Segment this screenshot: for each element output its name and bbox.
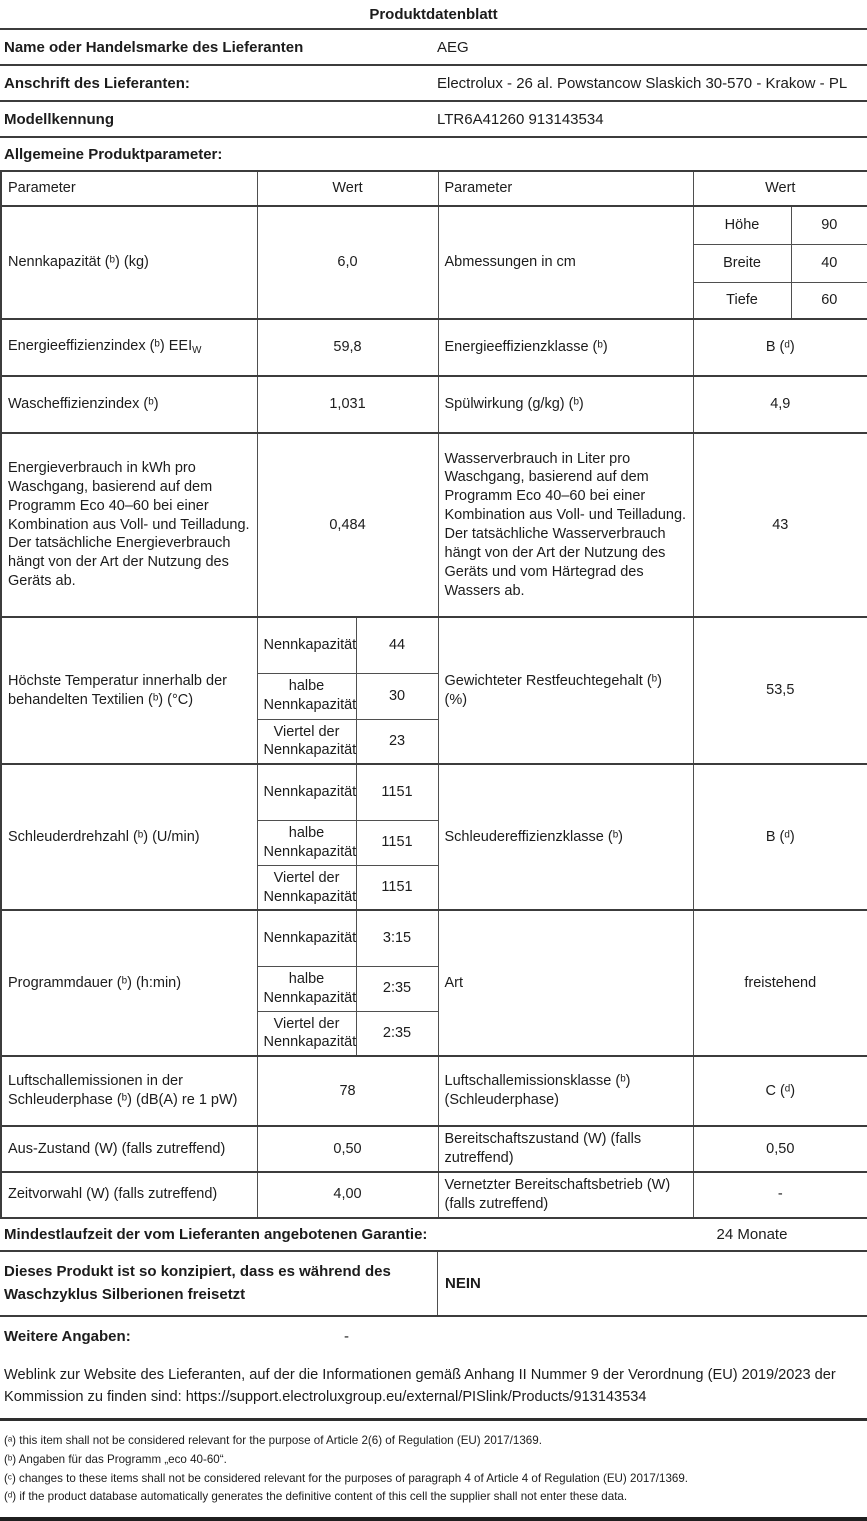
temperatur-viertel-value: 23	[356, 719, 438, 764]
bereitschaft-value: 0,50	[693, 1126, 867, 1172]
row-aus-zustand	[1, 1126, 867, 1172]
col-header-wert-left: Wert	[257, 171, 438, 206]
supplier-name-row	[0, 30, 867, 66]
row-nennkapazitaet	[1, 206, 867, 244]
dauer-viertel-label: Viertel der Nennkapazität	[257, 1011, 356, 1056]
abmessungen-tiefe-value: 60	[791, 282, 867, 319]
supplier-weblink-text: Weblink zur Website des Lieferanten, auf der die Informationen gemäß Anhang II Nummer 9 der Verordnung (EU) 2019/2023 der Kommission zu finden sind: https://support.electroluxgroup.eu/external/PISlink/Products/913143534	[4, 1366, 836, 1405]
supplier-address-value: Electrolux - 26 al. Powstancow Slaskich 30-570 - Krakow - PL	[437, 74, 848, 92]
wascheffizienzindex-label: Wascheffizienzindex (ᵇ)	[1, 376, 257, 433]
drehzahl-halbe-label: halbe Nennkapazität	[257, 820, 356, 865]
schleudereffizienz-value: B (ᵈ)	[693, 764, 867, 910]
spuelwirkung-value: 4,9	[693, 376, 867, 433]
model-identifier-label: Modellkennung	[4, 110, 114, 128]
bereitschaft-label: Bereitschaftszustand (W) (falls zutreffend)	[438, 1126, 693, 1172]
temperatur-nenn-value: 44	[356, 617, 438, 673]
supplier-name-label: Name oder Handelsmarke des Lieferanten	[4, 38, 304, 56]
eei-label-subscript: W	[192, 344, 202, 356]
wasserverbrauch-label: Wasserverbrauch in Liter pro Waschgang, basierend auf dem Programm Eco 40–60 bei einer Kombination aus Voll- und Teilladung. Der tatsächliche Wasserverbrauch hängt von der Art der Nutzung des Geräts und vom Härtegrad des Wassers ab.	[438, 433, 693, 617]
weitere-angaben-row	[0, 1317, 867, 1357]
drehzahl-viertel-value: 1151	[356, 865, 438, 910]
row-schleuderdrehzahl	[1, 764, 867, 820]
luftschall-label: Luftschallemissionen in der Schleuderphase (ᵇ) (dB(A) re 1 pW)	[1, 1056, 257, 1126]
row-luftschall	[1, 1056, 867, 1126]
luftschall-value: 78	[257, 1056, 438, 1126]
row-wascheffizienz	[1, 376, 867, 433]
spuelwirkung-label: Spülwirkung (g/kg) (ᵇ)	[438, 376, 693, 433]
weitere-angaben-value: -	[344, 1328, 349, 1346]
row-temperatur	[1, 617, 867, 673]
vernetzt-value: -	[693, 1172, 867, 1218]
row-verbrauch	[1, 433, 867, 617]
drehzahl-viertel-label: Viertel der Nennkapazität	[257, 865, 356, 910]
eei-label-text: Energieeffizienzindex (ᵇ) EEI	[8, 338, 193, 355]
art-value: freistehend	[693, 910, 867, 1056]
bottom-rule	[0, 1517, 867, 1521]
table-header-row	[1, 171, 867, 206]
zeitvorwahl-value: 4,00	[257, 1172, 438, 1218]
restfeuchte-label: Gewichteter Restfeuchtegehalt (ᵇ) (%)	[438, 617, 693, 764]
abmessungen-hoehe-value: 90	[791, 206, 867, 244]
section-heading: Allgemeine Produktparameter:	[4, 145, 223, 163]
energieeffizienzklasse-value: B (ᵈ)	[693, 319, 867, 376]
dauer-halbe-label: halbe Nennkapazität	[257, 966, 356, 1011]
wascheffizienzindex-value: 1,031	[257, 376, 438, 433]
row-energieeffizienz	[1, 319, 867, 376]
silberionen-label: Dieses Produkt ist so konzipiert, dass es während des Waschzyklus Silberionen freisetzt	[4, 1262, 391, 1304]
silberionen-row	[0, 1252, 867, 1317]
temperatur-halbe-label: halbe Nennkapazität	[257, 673, 356, 719]
model-identifier-row	[0, 102, 867, 138]
garantie-value: 24 Monate	[716, 1225, 788, 1243]
footnote-d: (ᵈ) if the product database automatically generates the definitive content of this cell the supplier shall not enter these data.	[4, 1490, 628, 1504]
programmdauer-label: Programmdauer (ᵇ) (h:min)	[1, 910, 257, 1056]
eei-value: 59,8	[257, 319, 438, 376]
schleudereffizienz-label: Schleudereffizienzklasse (ᵇ)	[438, 764, 693, 910]
abmessungen-hoehe-label: Höhe	[693, 206, 791, 244]
energieverbrauch-value: 0,484	[257, 433, 438, 617]
col-header-parameter-right: Parameter	[438, 171, 693, 206]
model-identifier-value: LTR6A41260 913143534	[437, 110, 604, 128]
temperatur-halbe-value: 30	[356, 673, 438, 719]
silberionen-value: NEIN	[437, 1252, 867, 1315]
restfeuchte-value: 53,5	[693, 617, 867, 764]
dauer-viertel-value: 2:35	[356, 1011, 438, 1056]
aus-zustand-value: 0,50	[257, 1126, 438, 1172]
art-label: Art	[438, 910, 693, 1056]
temperatur-nenn-label: Nennkapazität	[257, 617, 356, 673]
weitere-angaben-label: Weitere Angaben:	[4, 1328, 131, 1346]
wasserverbrauch-value: 43	[693, 433, 867, 617]
abmessungen-label: Abmessungen in cm	[438, 206, 693, 319]
page-title: Produktdatenblatt	[0, 0, 867, 30]
row-programmdauer	[1, 910, 867, 966]
dauer-nenn-label: Nennkapazität	[257, 910, 356, 966]
footnotes	[0, 1421, 867, 1512]
footnote-c: (ᶜ) changes to these items shall not be considered relevant for the purposes of paragraph 4 of Article 4 of Regulation (EU) 2017/1369.	[4, 1471, 689, 1485]
garantie-label: Mindestlaufzeit der vom Lieferanten angebotenen Garantie:	[4, 1225, 428, 1243]
energieeffizienzklasse-label: Energieeffizienzklasse (ᵇ)	[438, 319, 693, 376]
dauer-nenn-value: 3:15	[356, 910, 438, 966]
footnote-a: (ᵃ) this item shall not be considered relevant for the purpose of Article 2(6) of Regulation (EU) 2017/1369.	[4, 1434, 542, 1448]
aus-zustand-label: Aus-Zustand (W) (falls zutreffend)	[1, 1126, 257, 1172]
supplier-address-row	[0, 66, 867, 102]
energieverbrauch-label: Energieverbrauch in kWh pro Waschgang, basierend auf dem Programm Eco 40–60 bei einer Kombination aus Voll- und Teilladung. Der tatsächliche Energieverbrauch hängt von der Art der Nutzung des Geräts ab.	[1, 433, 257, 617]
supplier-address-label: Anschrift des Lieferanten:	[4, 74, 190, 92]
garantie-row	[0, 1219, 867, 1252]
luftschallklasse-label: Luftschallemissionsklasse (ᵇ) (Schleuderphase)	[438, 1056, 693, 1126]
nennkapazitaet-label: Nennkapazität (ᵇ) (kg)	[1, 206, 257, 319]
abmessungen-breite-value: 40	[791, 244, 867, 282]
drehzahl-nenn-value: 1151	[356, 764, 438, 820]
drehzahl-halbe-value: 1151	[356, 820, 438, 865]
temperatur-label: Höchste Temperatur innerhalb der behandelten Textilien (ᵇ) (°C)	[1, 617, 257, 764]
abmessungen-tiefe-label: Tiefe	[693, 282, 791, 319]
luftschallklasse-value: C (ᵈ)	[693, 1056, 867, 1126]
row-zeitvorwahl	[1, 1172, 867, 1218]
zeitvorwahl-label: Zeitvorwahl (W) (falls zutreffend)	[1, 1172, 257, 1218]
abmessungen-breite-label: Breite	[693, 244, 791, 282]
footnote-b: (ᵇ) Angaben für das Programm „eco 40-60“.	[4, 1452, 227, 1466]
col-header-parameter-left: Parameter	[1, 171, 257, 206]
nennkapazitaet-value: 6,0	[257, 206, 438, 319]
drehzahl-nenn-label: Nennkapazität	[257, 764, 356, 820]
parameters-table	[0, 170, 867, 1219]
schleuderdrehzahl-label: Schleuderdrehzahl (ᵇ) (U/min)	[1, 764, 257, 910]
supplier-name-value: AEG	[437, 38, 469, 56]
temperatur-viertel-label: Viertel der Nennkapazität	[257, 719, 356, 764]
eei-label	[1, 319, 257, 376]
vernetzt-label: Vernetzter Bereitschaftsbetrieb (W) (falls zutreffend)	[438, 1172, 693, 1218]
col-header-wert-right: Wert	[693, 171, 867, 206]
dauer-halbe-value: 2:35	[356, 966, 438, 1011]
